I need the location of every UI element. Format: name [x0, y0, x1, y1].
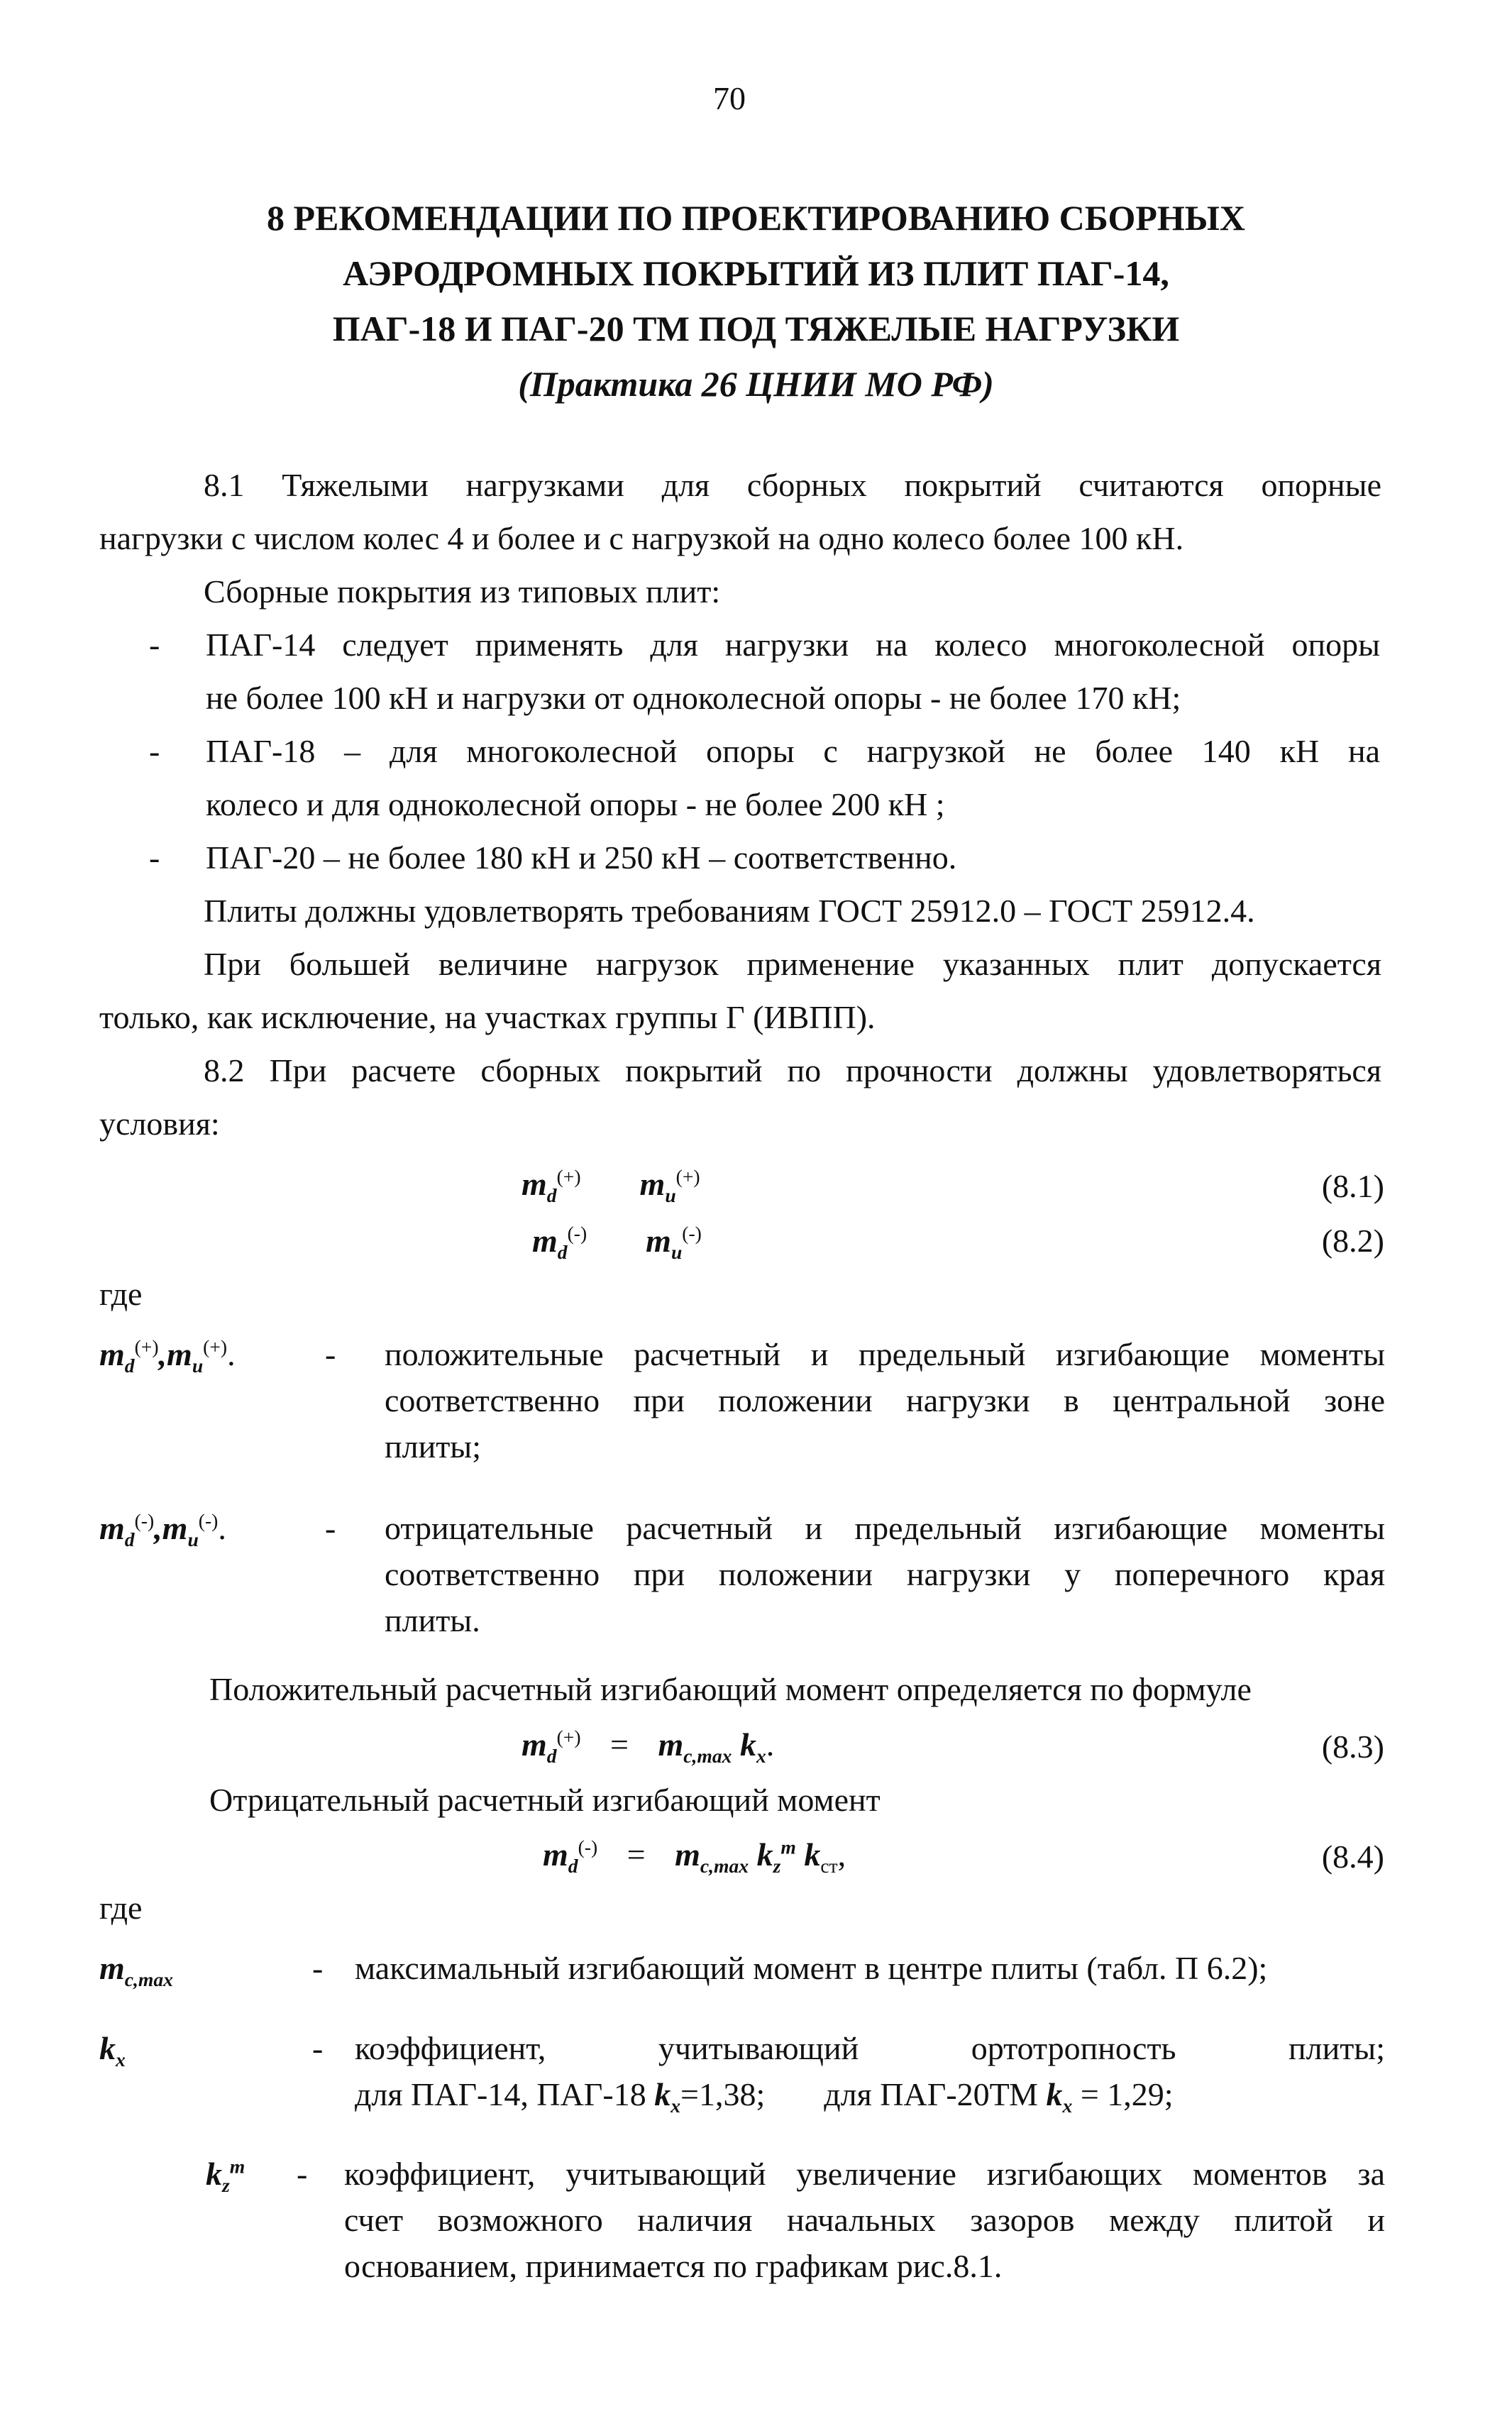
def-kz-line1: коэффициент, учитывающий увеличение изгибающих моментов за — [344, 2156, 1385, 2192]
section-title-line3: ПАГ-18 И ПАГ-20 ТМ ПОД ТЯЖЕЛЫЕ НАГРУЗКИ — [332, 309, 1180, 348]
def-mcmax-text: максимальный изгибающий момент в центре плиты (табл. П 6.2); — [355, 1950, 1268, 1986]
equation-number-8-3: (8.3) — [1321, 1729, 1384, 1765]
def-minus-line2: соответственно при положении нагрузки у поперечного края — [385, 1556, 1385, 1592]
def-kx-line1: коэффициент, учитывающий ортотропность плиты; — [355, 2030, 1385, 2066]
list-dash-3: - — [149, 839, 160, 876]
where-label-2: где — [99, 1890, 143, 1926]
def-minus-line3: плиты. — [385, 1602, 480, 1638]
equation-number-8-4: (8.4) — [1321, 1839, 1384, 1875]
list-dash-1: - — [149, 627, 160, 663]
equation-number-8-2: (8.2) — [1321, 1223, 1384, 1259]
def-kx-symbol: $k_x$ — [99, 2030, 126, 2071]
def-kx-line2: для ПАГ-14, ПАГ-18 $k_x=1,38$; для ПАГ-20ТМ $k_x = 1,29$; — [355, 2076, 1174, 2117]
def-kz-symbol: $k_z^m$ — [206, 2155, 245, 2197]
def-minus-line1: отрицательные расчетный и предельный изгибающие моменты — [385, 1510, 1385, 1546]
def-minus-symbol: $m_d^{(-)},m_u^{(-)}$. — [99, 1509, 226, 1551]
def-kx-dash: - — [312, 2030, 324, 2066]
def-plus-dash: - — [325, 1336, 336, 1372]
typical-slabs: Сборные покрытия из типовых плит: — [204, 573, 721, 610]
list-dash-2: - — [149, 733, 160, 769]
p82-line2: условия: — [99, 1106, 220, 1142]
list-item-1-line1: ПАГ-14 следует применять для нагрузки на колесо многоколесной опоры — [206, 627, 1380, 663]
list-item-1-line2: не более 100 кН и нагрузки от одноколесной опоры - не более 170 кН; — [206, 680, 1181, 716]
def-kz-line3: основанием, принимается по графикам рис.8.1. — [344, 2248, 1003, 2284]
section-title-line2: АЭРОДРОМНЫХ ПОКРЫТИЙ ИЗ ПЛИТ ПАГ-14, — [343, 253, 1169, 293]
p81-line2: нагрузки с числом колес 4 и более и с нагрузкой на одно колесо более 100 кН. — [99, 520, 1184, 556]
def-plus-line1: положительные расчетный и предельный изгибающие моменты — [385, 1336, 1385, 1372]
page-number: 70 — [713, 80, 746, 116]
gost-requirement: Плиты должны удовлетворять требованиям ГОСТ 25912.0 – ГОСТ 25912.4. — [204, 893, 1255, 929]
p81-line1: 8.1 Тяжелыми нагрузками для сборных покрытий считаются опорные — [204, 467, 1381, 503]
p82-line1: 8.2 При расчете сборных покрытий по прочности должны удовлетворяться — [204, 1052, 1381, 1088]
equation-8-1: $m_d^{(+)}$ $m_u^{(+)}$ — [522, 1165, 700, 1207]
where-label-1: где — [99, 1276, 143, 1312]
equation-8-4: $m_d^{(-)} = m_{c,max}$ $k_z^m$ $k_{ст}$, — [543, 1836, 846, 1878]
equation-number-8-1: (8.1) — [1321, 1168, 1384, 1204]
def-minus-dash: - — [325, 1510, 336, 1546]
exception-line1: При большей величине нагрузок применение указанных плит допускается — [204, 946, 1381, 982]
equation-8-2: $m_d^{(-)}$ $m_u^{(-)}$ — [532, 1222, 702, 1264]
equation-8-3: $m_d^{(+)} = m_{c,max}$ $k_x$. — [522, 1726, 775, 1768]
section-title-line1: 8 РЕКОМЕНДАЦИИ ПО ПРОЕКТИРОВАНИЮ СБОРНЫХ — [267, 198, 1245, 238]
negative-moment-text: Отрицательный расчетный изгибающий момент — [209, 1782, 881, 1818]
def-plus-symbol: $m_d^{(+)},m_u^{(+)}$. — [99, 1335, 236, 1377]
list-item-2-line2: колесо и для одноколесной опоры - не более 200 кН ; — [206, 786, 945, 822]
list-item-3-line1: ПАГ-20 – не более 180 кН и 250 кН – соответственно. — [206, 839, 957, 876]
def-mcmax-symbol: $m_{c,max}$ — [99, 1950, 173, 1991]
def-mcmax-dash: - — [312, 1950, 324, 1986]
list-item-2-line1: ПАГ-18 – для многоколесной опоры с нагрузкой не более 140 кН на — [206, 733, 1380, 769]
section-subtitle: (Практика 26 ЦНИИ МО РФ) — [518, 364, 994, 404]
def-kz-dash: - — [297, 2156, 308, 2192]
exception-line2: только, как исключение, на участках группы Г (ИВПП). — [99, 999, 876, 1035]
def-plus-line3: плиты; — [385, 1428, 481, 1465]
positive-moment-text: Положительный расчетный изгибающий момент определяется по формуле — [209, 1671, 1252, 1707]
def-kz-line2: счет возможного наличия начальных зазоров между плитой и — [344, 2202, 1385, 2238]
def-plus-line2: соответственно при положении нагрузки в центральной зоне — [385, 1382, 1385, 1418]
